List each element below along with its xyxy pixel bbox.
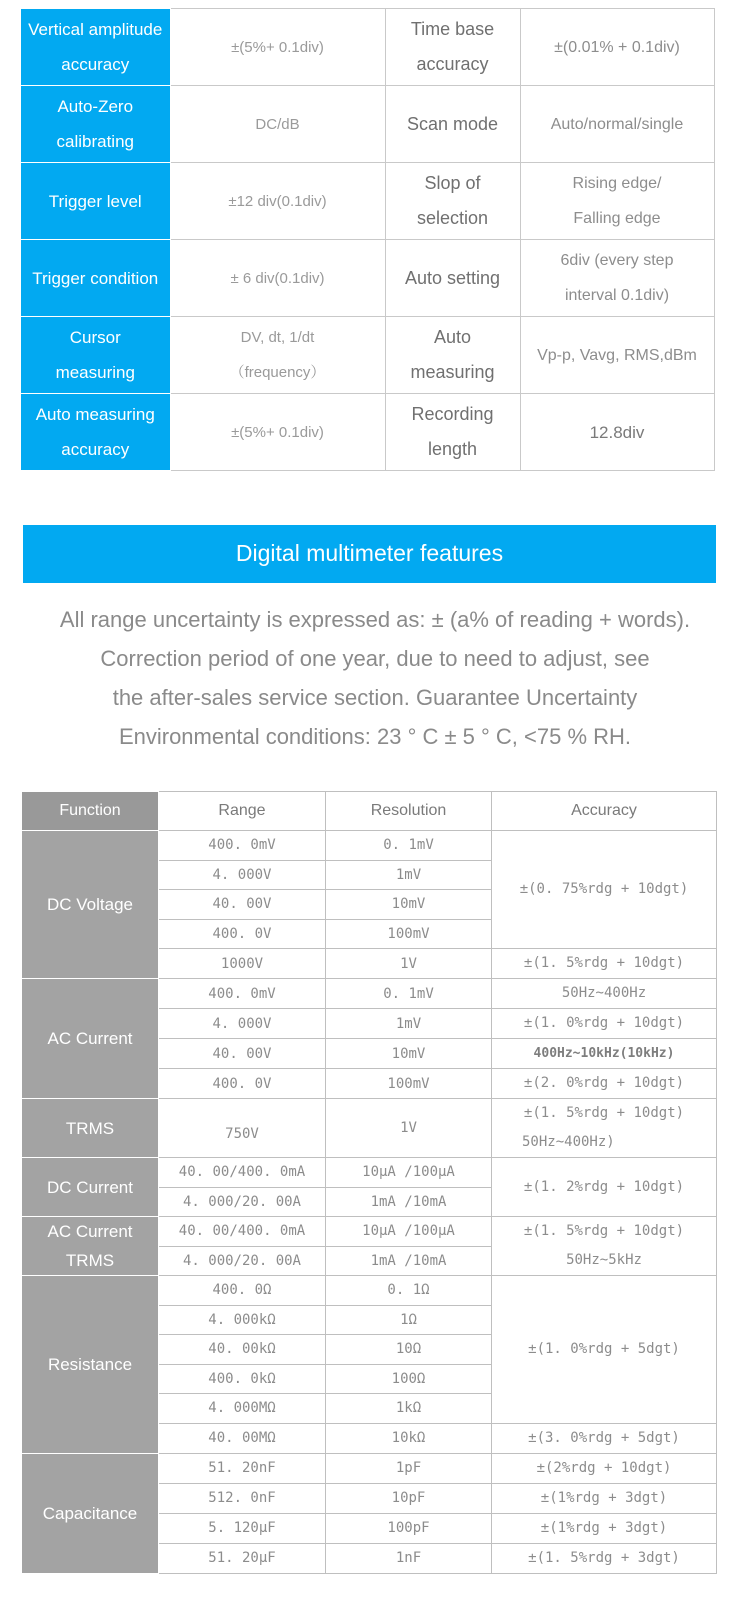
header-accuracy: Accuracy [492, 792, 717, 831]
spec-label: Trigger level [21, 163, 170, 240]
spec-label-secondary: Time base accuracy [385, 9, 520, 86]
accuracy-cell: ±(1. 0%rdg + 10dgt) [492, 1009, 717, 1039]
function-trms: TRMS [22, 1099, 159, 1158]
resolution-cell: 1kΩ [326, 1394, 492, 1424]
resolution-cell: 0. 1Ω [326, 1276, 492, 1306]
resolution-cell: 1V [326, 1099, 492, 1158]
intro-line: All range uncertainty is expressed as: ± (a% of reading + words). [59, 607, 691, 632]
spec-value-secondary: ±(0.01% + 0.1div) [520, 9, 714, 86]
range-cell: 4. 000V [159, 1009, 326, 1039]
table-row [22, 979, 717, 1009]
resolution-cell: 0. 1mV [326, 979, 492, 1009]
function-ac-current-trms [22, 1217, 159, 1276]
table-header-row [22, 792, 717, 831]
table-row [22, 1276, 717, 1306]
resolution-cell: 100mV [326, 919, 492, 949]
spec-row [21, 86, 714, 163]
spec-value-secondary: Rising edge/ Falling edge [520, 163, 714, 240]
spec-label: Trigger condition [21, 240, 170, 317]
accuracy-line: 50Hz~400Hz) [522, 1134, 615, 1150]
spec-value-secondary: Auto/normal/single [520, 86, 714, 163]
accuracy-cell [492, 1217, 717, 1276]
resolution-cell: 10pF [326, 1483, 492, 1513]
resolution-cell: 1mA /10mA [326, 1246, 492, 1276]
accuracy-cell: ±(1. 5%rdg + 10dgt) [492, 949, 717, 979]
spec-row [21, 9, 714, 86]
range-cell: 750V [159, 1099, 326, 1158]
spec-value-secondary: 12.8div [520, 394, 714, 471]
spec-row [21, 163, 714, 240]
range-cell: 51. 20μF [159, 1543, 326, 1573]
accuracy-line: ±(1. 5%rdg + 10dgt) [523, 1223, 685, 1239]
spec-label-secondary: Recording length [385, 394, 520, 471]
multimeter-spec-table [21, 791, 717, 1574]
range-cell: 40. 00V [159, 890, 326, 920]
accuracy-cell: 50Hz~400Hz [492, 979, 717, 1009]
table-row [22, 1453, 717, 1483]
resolution-cell: 1Ω [326, 1305, 492, 1335]
section-title: Digital multimeter features [235, 540, 504, 566]
range-cell: 5. 120μF [159, 1513, 326, 1543]
spec-value: ± 6 div(0.1div) [170, 240, 385, 317]
section-banner [23, 525, 716, 583]
function-label-line: AC Current [47, 1222, 133, 1241]
spec-label-secondary: Slop of selection [385, 163, 520, 240]
spec-value: ±(5%+ 0.1div) [170, 9, 385, 86]
table-row [22, 1099, 717, 1158]
range-cell: 512. 0nF [159, 1483, 326, 1513]
function-dc-voltage: DC Voltage [22, 831, 159, 979]
oscilloscope-spec-table [21, 8, 715, 471]
header-resolution: Resolution [326, 792, 492, 831]
resolution-cell: 1mA /10mA [326, 1187, 492, 1217]
accuracy-cell [492, 1039, 717, 1069]
spec-label-secondary: Auto setting [385, 240, 520, 317]
resolution-cell: 100pF [326, 1513, 492, 1543]
resolution-cell: 10mV [326, 1039, 492, 1069]
frequency-band: 400Hz~10kHz(10kHz) [533, 1046, 675, 1061]
accuracy-cell: ±(2%rdg + 10dgt) [492, 1453, 717, 1483]
range-cell: 400. 0V [159, 1069, 326, 1099]
spec-value: ±12 div(0.1div) [170, 163, 385, 240]
resolution-cell: 1nF [326, 1543, 492, 1573]
range-cell: 40. 00/400. 0mA [159, 1158, 326, 1188]
intro-line: Correction period of one year, due to need to adjust, see [100, 646, 650, 671]
spec-label-secondary: Scan mode [385, 86, 520, 163]
range-cell: 4. 000MΩ [159, 1394, 326, 1424]
intro-line: the after-sales service section. Guarantee Uncertainty [112, 685, 638, 710]
range-cell: 400. 0mV [159, 831, 326, 861]
accuracy-cell: ±(0. 75%rdg + 10dgt) [492, 831, 717, 949]
resolution-cell: 10kΩ [326, 1423, 492, 1453]
resolution-cell: 10μA /100μA [326, 1217, 492, 1247]
spec-row [21, 240, 714, 317]
resolution-cell: 1pF [326, 1453, 492, 1483]
intro-paragraph [10, 600, 740, 756]
spec-row [21, 317, 714, 394]
table-row [22, 1217, 717, 1247]
accuracy-cell: ±(1. 5%rdg + 3dgt) [492, 1543, 717, 1573]
accuracy-cell: ±(2. 0%rdg + 10dgt) [492, 1069, 717, 1099]
spec-value-secondary: Vp-p, Vavg, RMS,dBm [520, 317, 714, 394]
resolution-cell: 100Ω [326, 1364, 492, 1394]
table-row [22, 831, 717, 861]
range-cell: 4. 000/20. 00A [159, 1187, 326, 1217]
range-cell: 51. 20nF [159, 1453, 326, 1483]
resolution-cell: 100mV [326, 1069, 492, 1099]
range-cell: 4. 000V [159, 860, 326, 890]
range-cell: 40. 00V [159, 1039, 326, 1069]
range-cell: 40. 00kΩ [159, 1335, 326, 1365]
range-cell: 400. 0Ω [159, 1276, 326, 1306]
accuracy-cell: ±(1. 0%rdg + 5dgt) [492, 1276, 717, 1424]
resolution-cell: 10mV [326, 890, 492, 920]
spec-value-secondary: 6div (every step interval 0.1div) [520, 240, 714, 317]
spec-value: DV, dt, 1/dt （frequency） [170, 317, 385, 394]
accuracy-cell: ±(1%rdg + 3dgt) [492, 1513, 717, 1543]
range-cell: 400. 0V [159, 919, 326, 949]
spec-row [21, 394, 714, 471]
function-ac-current: AC Current [22, 979, 159, 1099]
spec-label: Auto measuring accuracy [21, 394, 170, 471]
range-cell: 1000V [159, 949, 326, 979]
range-cell: 400. 0kΩ [159, 1364, 326, 1394]
resolution-cell: 10μA /100μA [326, 1158, 492, 1188]
resolution-cell: 1V [326, 949, 492, 979]
accuracy-cell: ±(1. 2%rdg + 10dgt) [492, 1158, 717, 1217]
header-range: Range [159, 792, 326, 831]
spec-value: ±(5%+ 0.1div) [170, 394, 385, 471]
accuracy-cell [492, 1099, 717, 1158]
header-function: Function [22, 792, 159, 831]
function-dc-current: DC Current [22, 1158, 159, 1217]
resolution-cell: 1mV [326, 1009, 492, 1039]
accuracy-cell: ±(3. 0%rdg + 5dgt) [492, 1423, 717, 1453]
function-resistance: Resistance [22, 1276, 159, 1454]
accuracy-line: 50Hz~5kHz [566, 1252, 642, 1268]
resolution-cell: 10Ω [326, 1335, 492, 1365]
range-cell: 4. 000/20. 00A [159, 1246, 326, 1276]
spec-label: Cursor measuring [21, 317, 170, 394]
spec-label-secondary: Auto measuring [385, 317, 520, 394]
function-label-line: TRMS [65, 1251, 115, 1270]
range-cell: 400. 0mV [159, 979, 326, 1009]
range-cell: 40. 00MΩ [159, 1423, 326, 1453]
function-capacitance: Capacitance [22, 1453, 159, 1573]
range-cell: 4. 000kΩ [159, 1305, 326, 1335]
accuracy-line: ±(1. 5%rdg + 10dgt) [523, 1105, 685, 1121]
spec-label: Auto-Zero calibrating [21, 86, 170, 163]
spec-value: DC/dB [170, 86, 385, 163]
resolution-cell: 1mV [326, 860, 492, 890]
spec-label: Vertical amplitude accuracy [21, 9, 170, 86]
intro-line: Environmental conditions: 23 ° C ± 5 ° C, <75 % RH. [118, 724, 632, 749]
accuracy-cell: ±(1%rdg + 3dgt) [492, 1483, 717, 1513]
resolution-cell: 0. 1mV [326, 831, 492, 861]
table-row [22, 1158, 717, 1188]
range-cell: 40. 00/400. 0mA [159, 1217, 326, 1247]
